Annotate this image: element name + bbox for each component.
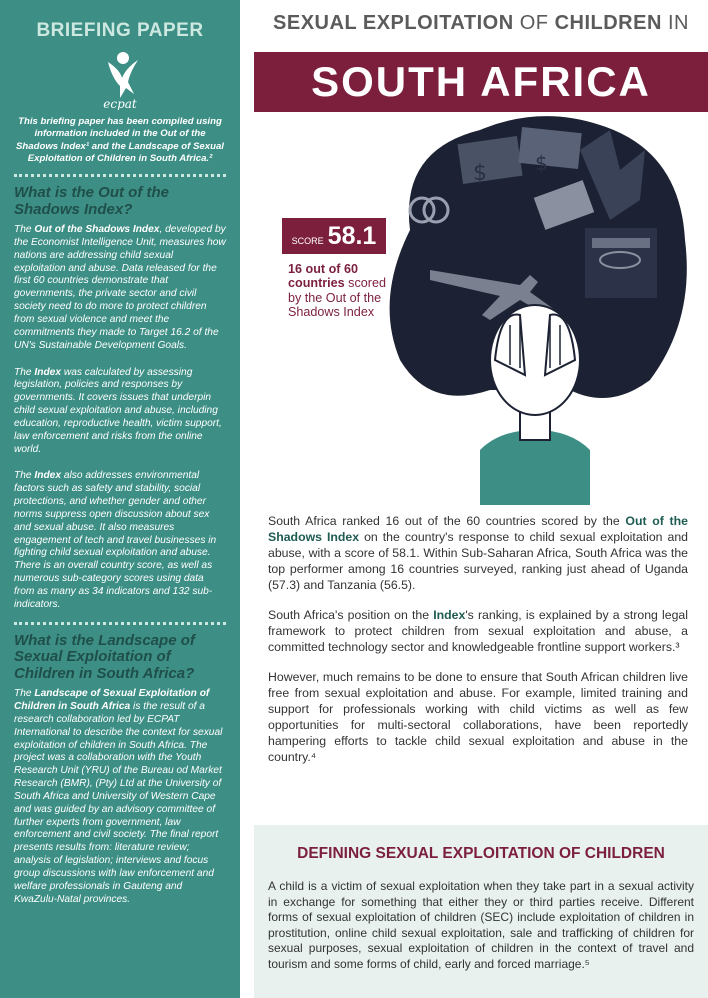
- intro-text: This briefing paper has been compiled using information included in the Out of the Shadows Index¹ and the Landscape of Sexual Exploitation of Children in South Africa.²: [16, 116, 224, 164]
- section2-heading: What is the Landscape of Sexual Exploitation of Children in South Africa?: [14, 631, 195, 682]
- dotted-divider: [14, 622, 226, 625]
- section1-para2: The Index was calculated by assessing legislation, policies and responses by governments. It covers issues that underpin child sexual exploitation and abuse, including education, reproductive health, victim support, law enforcement and risks from the online world.: [14, 366, 222, 455]
- title-line1: SEXUAL EXPLOITATION OF CHILDREN IN: [273, 12, 689, 34]
- title-country: SOUTH AFRICA: [254, 52, 708, 112]
- definition-heading: DEFINING SEXUAL EXPLOITATION OF CHILDREN: [297, 845, 665, 862]
- logo-wordmark: ecpat: [103, 97, 137, 110]
- main-para1: South Africa ranked 16 out of the 60 countries scored by the Out of the Shadows Index on the country's response to child sexual exploitation and abuse, with a score of 58.1. Within Sub-Saharan Africa, South Africa was the top performer among 16 countries surveyed, ranking just ahead of Uganda (57.3) and Tanzania (56.5).: [268, 514, 689, 592]
- sidebar: [0, 0, 240, 998]
- score-value: 58.1: [327, 222, 377, 250]
- dotted-divider: [14, 174, 226, 177]
- section1-heading: What is the Out of the Shadows Index?: [14, 184, 169, 218]
- briefing-kicker: BRIEFING PAPER: [36, 20, 204, 41]
- ecpat-logo: [14, 48, 226, 110]
- score-description: 16 out of 60 countries scored by the Out of the Shadows Index: [288, 262, 386, 320]
- score-label: SCORE: [291, 236, 324, 246]
- section1-para3: The Index also addresses environmental factors such as safety and stability, social protections, and whether gender and other norms suppress open discussion about sex and sexual abuse. It also measures engagement of tech and travel businesses in fighting child sexual exploitation and abuse. There is an overall country score, as well as numerous sub-category scores using data from as many as 34 indicators and 132 sub-indicators.: [14, 470, 217, 610]
- definition-box: [254, 825, 708, 998]
- svg-text:$: $: [473, 161, 487, 186]
- child-silhouette-illustration: [370, 110, 690, 505]
- score-badge: [282, 218, 386, 254]
- svg-text:$: $: [535, 151, 548, 175]
- main-para2: South Africa's position on the Index's ranking, is explained by a strong legal framework to protect children from sexual exploitation and abuse, a committed technology sector and knowledgeable frontline support workers.³: [268, 607, 689, 654]
- main-body: [268, 514, 688, 780]
- main-para3: However, much remains to be done to ensure that South African children live free from sexual exploitation and abuse. For example, limited training and support for professionals working with child victims as well as few opportunities for multi-sectoral collaborations, have been reportedly hampering efforts to tackle child sexual exploitation and abuse in the country.⁴: [268, 669, 688, 764]
- section2-para1: The Landscape of Sexual Exploitation of Children in South Africa is the result of a research collaboration led by ECPAT International to describe the context for sexual exploitation of children in South Africa. The project was a collaboration with the Youth Research Unit (YRU) of the Bureau od Market Research (BMR), (Pty) Ltd at the University of South Africa and University of Western Cape and was guided by an advisory committee of further experts from government, law enforcement and civil society. The final report presents results from: literature review; analysis of legislation; interviews and focus group discussions with law enforcement and welfare professionals in Gauteng and KwaZulu-Natal provinces.: [14, 688, 223, 905]
- definition-text: A child is a victim of sexual exploitation when they take part in a sexual activity in exchange for something that either they or third parties receive. Different forms of sexual exploitation of children (SEC) include exploitation of children in prostitution, online child sexual exploitation, sale and trafficking of children for sexual purposes, sexual exploitation of children in the context of travel and tourism and some forms of child, early and forced marriage.⁵: [268, 879, 694, 971]
- section1-para1: The Out of the Shadows Index, developed by the Economist Intelligence Unit, measures how nations are addressing child sexual exploitation and abuse. Data released for the first 60 countries demonstrate that governments, the private sector and civil society need to do more to protect children from sexual violence and meet the commitments they made to Target 16.2 of the UN's Sustainable Development Goals.: [14, 224, 226, 351]
